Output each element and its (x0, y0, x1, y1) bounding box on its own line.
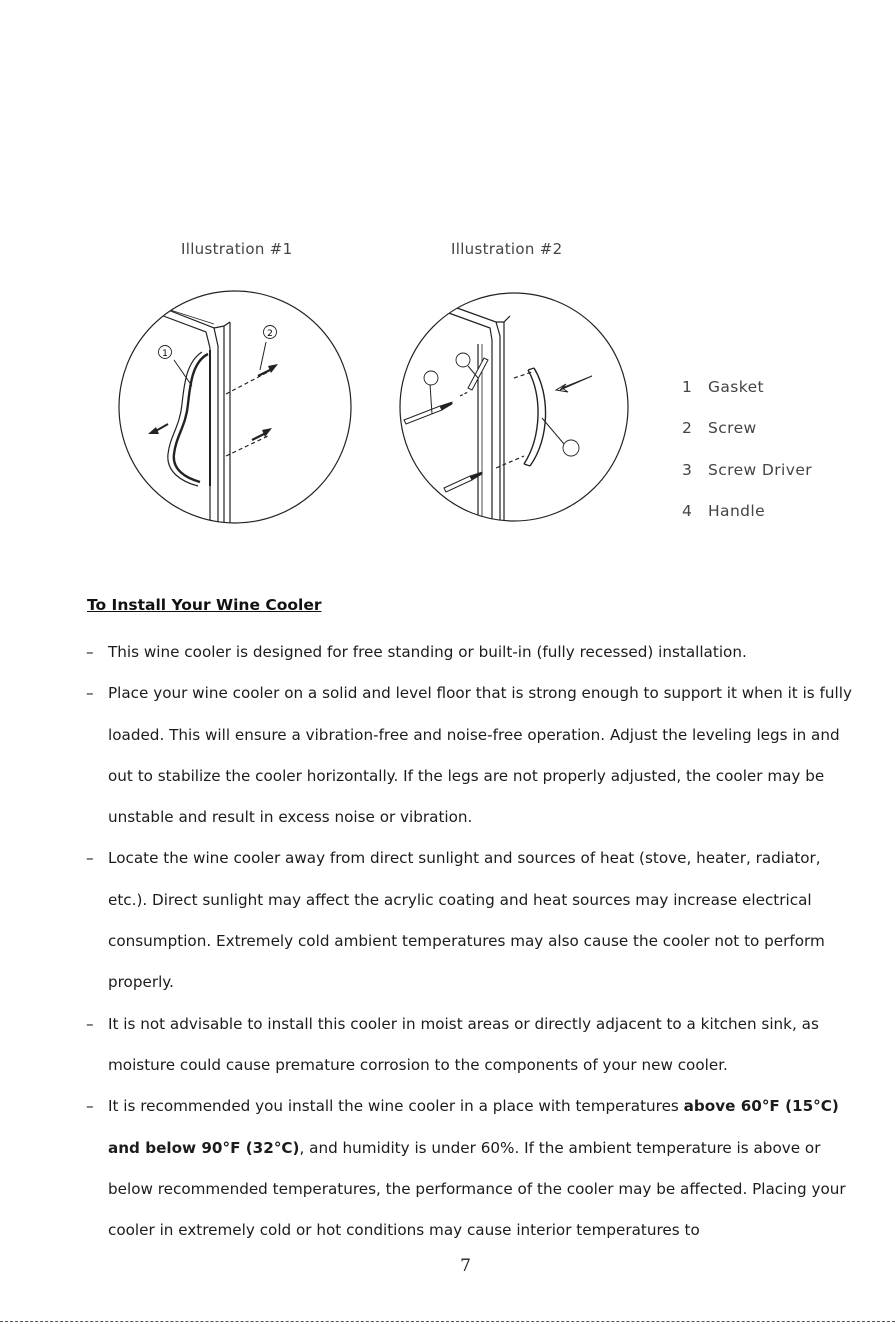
legend-number: 4 (682, 501, 693, 520)
bullet-text: Locate the wine cooler away from direct sunlight and sources of heat (stove, heater, radiator, etc.). Direct sunlight may affect the acrylic coating and heat sources may increase electrical consumption. Extremely cold ambient temperatures may also cause the cooler not to perform properly. (108, 849, 825, 992)
dash-bullet: – (86, 684, 94, 703)
list-item (86, 632, 856, 673)
dash-bullet: – (86, 1097, 94, 1116)
legend-label: Handle (708, 501, 766, 520)
screw-icon (252, 364, 278, 440)
legend-item (682, 502, 812, 543)
temperature-range: above 60°F (15°C) and below 90°F (32°C) (108, 1097, 839, 1157)
bullet-text: Place your wine cooler on a solid and level floor that is strong enough to support it when it is fully loaded. This will ensure a vibration-free and noise-free operation. Adjust the leveling legs in and out to stabilize the cooler horizontally. If the legs are not properly adjusted, the cooler may be unstable and result in excess noise or vibration. (108, 684, 852, 827)
list-item (86, 673, 856, 838)
install-instructions-list (86, 632, 856, 1251)
legend-item (682, 419, 812, 460)
screw-driver-icon (404, 358, 488, 492)
legend-label: Screw Driver (708, 460, 813, 479)
list-item (86, 1004, 856, 1087)
legend-label: Gasket (708, 378, 765, 396)
page-number: 7 (460, 1256, 471, 1276)
legend-item (682, 461, 812, 502)
parts-legend (682, 378, 812, 543)
callout-blank-a (424, 371, 438, 385)
legend-number: 1 (682, 378, 693, 396)
page-edge-divider (0, 1321, 895, 1322)
handle-icon (524, 368, 546, 466)
legend-label: Screw (708, 419, 757, 438)
callout-2 (264, 326, 277, 340)
illustration-2-handle-install (396, 292, 634, 526)
illustration-2-title: Illustration #2 (451, 240, 563, 258)
bullet-text: It is not advisable to install this cooler in moist areas or directly adjacent to a kitchen sink, as moisture could cause premature corrosion to the components of your new cooler. (108, 1014, 819, 1074)
callout-blank-b (456, 353, 470, 367)
callout-1 (159, 346, 172, 360)
legend-number: 2 (682, 419, 693, 438)
illustration-1-gasket-removal (118, 286, 358, 530)
svg-text:2: 2 (267, 329, 273, 339)
svg-text:1: 1 (162, 349, 168, 359)
bullet-text-after: , and humidity is under 60%. If the ambient temperature is above or below recommended temperatures, the performance of the cooler may be affected. Placing your cooler in extremely cold or hot conditions may cause interior temperatures to (108, 1138, 846, 1240)
list-item (86, 1086, 856, 1251)
legend-number: 3 (682, 460, 693, 479)
legend-item (682, 378, 812, 419)
list-item (86, 838, 856, 1003)
bullet-text: This wine cooler is designed for free standing or built-in (fully recessed) installation. (108, 643, 747, 661)
dash-bullet: – (86, 643, 94, 661)
arrow-icon (556, 376, 592, 392)
dash-bullet: – (86, 1014, 94, 1033)
dash-bullet: – (86, 849, 94, 868)
callout-blank-c (563, 440, 579, 456)
bullet-text-before: It is recommended you install the wine cooler in a place with temperatures (108, 1097, 684, 1116)
illustration-1-title: Illustration #1 (181, 240, 293, 258)
section-heading: To Install Your Wine Cooler (87, 596, 322, 614)
